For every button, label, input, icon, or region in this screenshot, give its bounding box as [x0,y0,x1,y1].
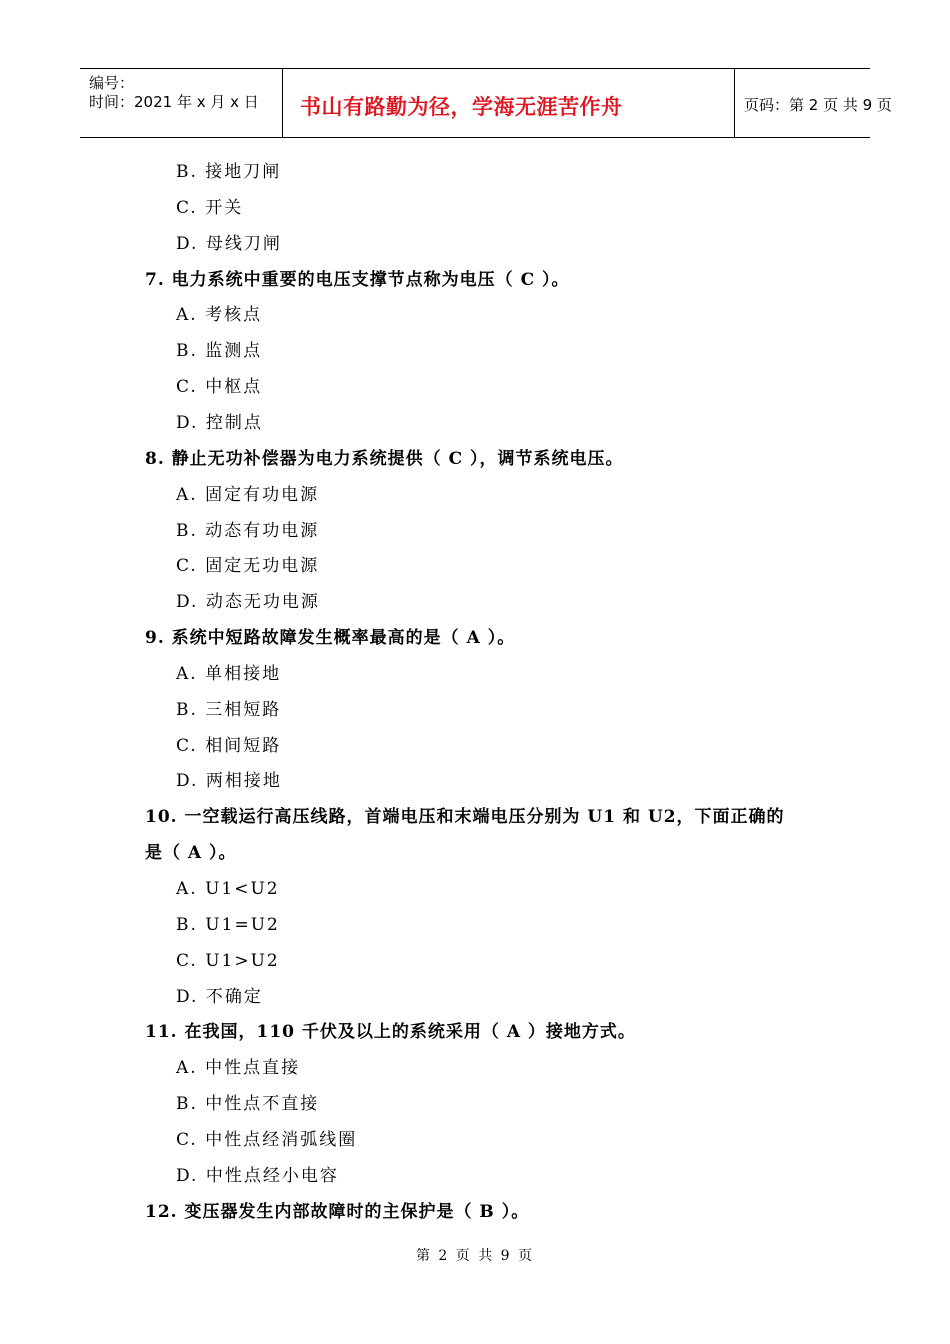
option-line: C. 开关 [176,197,244,218]
option-line: B. 三相短路 [176,699,282,720]
question-line: 7. 电力系统中重要的电压支撑节点称为电压（ C ）。 [145,269,570,290]
code-label: 编号： [89,74,135,92]
option-line: D. 中性点经小电容 [176,1165,339,1186]
page-info: 页码：第 2 页 共 9 页 [744,96,892,114]
question-line: 10. 一空载运行高压线路，首端电压和末端电压分别为 U1 和 U2，下面正确的 [145,807,785,828]
option-line: A. 中性点直接 [176,1058,301,1079]
question-line: 9. 系统中短路故障发生概率最高的是（ A ）。 [145,628,516,649]
time-label: 时间：2021 年 x 月 x 日 [89,93,259,111]
option-line: D. 不确定 [176,986,263,1007]
question-line: 是（ A ）。 [145,843,237,864]
option-line: C. 固定无功电源 [176,556,320,577]
question-line: 11. 在我国，110 千伏及以上的系统采用（ A ）接地方式。 [145,1022,636,1043]
page-footer: 第 2 页 共 9 页 [415,1248,535,1264]
option-line: D. 两相接地 [176,771,282,792]
option-line: B. U1=U2 [176,914,280,935]
option-line: B. 中性点不直接 [176,1094,320,1115]
option-line: A. 单相接地 [176,663,282,684]
option-line: D. 母线刀闸 [176,233,282,254]
option-line: D. 动态无功电源 [176,592,320,613]
option-line: D. 控制点 [176,412,263,433]
option-line: A. 固定有功电源 [176,484,320,505]
option-line: B. 接地刀闸 [176,162,282,182]
option-line: C. 中性点经消弧线圈 [176,1129,358,1150]
option-line: C. 中枢点 [176,377,263,398]
option-line: C. 相间短路 [176,735,282,756]
option-line: A. 考核点 [176,305,263,326]
option-line: B. 监测点 [176,341,263,362]
motto: 书山有路勤为径，学海无涯苦作舟 [300,95,623,119]
question-line: 8. 静止无功补偿器为电力系统提供（ C ），调节系统电压。 [145,448,624,469]
option-line: B. 动态有功电源 [176,520,320,541]
question-line: 12. 变压器发生内部故障时的主保护是（ B ）。 [145,1201,530,1222]
option-line: A. U1<U2 [176,879,280,899]
option-line: C. U1>U2 [176,950,280,971]
